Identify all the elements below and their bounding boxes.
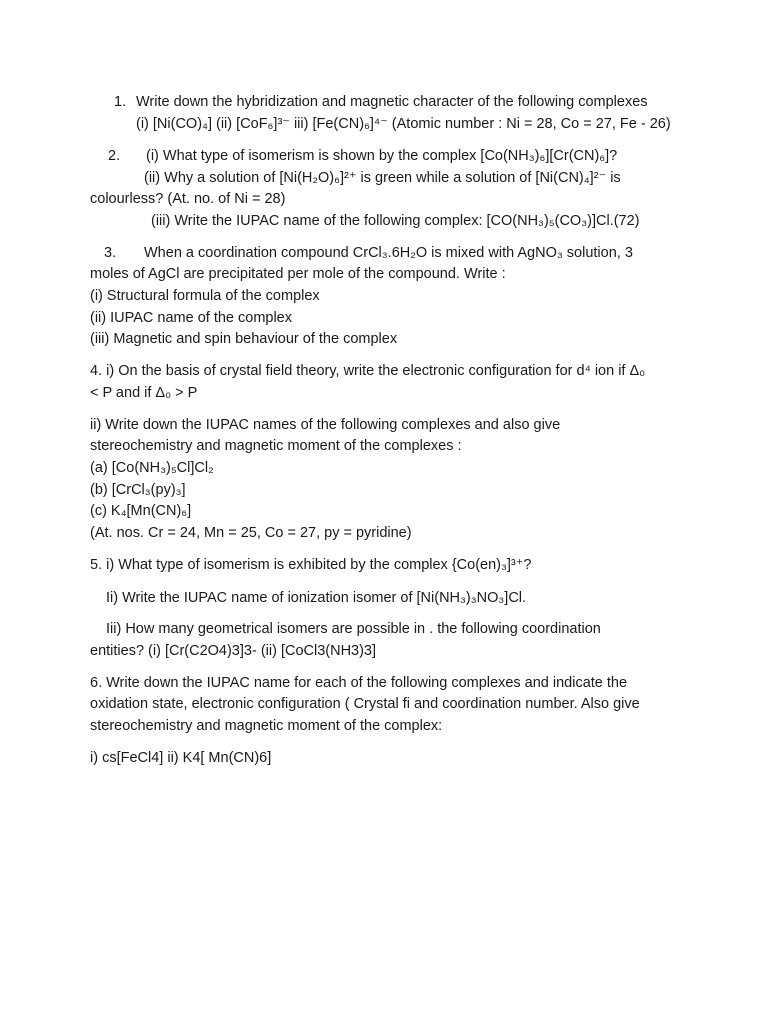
question-text: (iii) Magnetic and spin behaviour of the complex bbox=[90, 331, 398, 347]
question-text: (a) [Co(NH₃)₅Cl]Cl₂ bbox=[90, 460, 214, 476]
question-number: 3. bbox=[104, 245, 117, 261]
question-text: (i) [Ni(CO)₄] (ii) [CoF₆]³⁻ iii) [Fe(CN)₆]⁴⁻ (Atomic number : Ni = 28, Co = 27, Fe - 26) bbox=[136, 116, 671, 132]
question-text: (c) K₄[Mn(CN)₆] bbox=[90, 503, 192, 519]
question-text: (i) Structural formula of the complex bbox=[90, 288, 320, 304]
question-text: stereochemistry and magnetic moment of the complex: bbox=[90, 718, 443, 734]
question-text: stereochemistry and magnetic moment of the complexes : bbox=[90, 438, 462, 454]
question-text: 5. i) What type of isomerism is exhibited by the complex {Co(en)₃]³⁺? bbox=[90, 557, 532, 573]
question-text: (At. nos. Cr = 24, Mn = 25, Co = 27, py = pyridine) bbox=[90, 525, 412, 541]
question-text: 4. i) On the basis of crystal field theory, write the electronic configuration for d⁴ ion if Δ₀ bbox=[90, 363, 646, 379]
question-text: (iii) Write the IUPAC name of the following complex: [CO(NH₃)₅(CO₃)]Cl.(72) bbox=[151, 213, 640, 229]
question-text: oxidation state, electronic configuration ( Crystal fi and coordination number. Also give bbox=[90, 696, 640, 712]
question-text: entities? (i) [Cr(C2O4)3]3- (ii) [CoCl3(NH3)3] bbox=[90, 643, 377, 659]
question-text: 6. Write down the IUPAC name for each of the following complexes and indicate the bbox=[90, 675, 628, 691]
question-text: i) cs[FeCl4] ii) K4[ Mn(CN)6] bbox=[90, 750, 272, 766]
question-number: 1. bbox=[114, 94, 127, 110]
question-text: < P and if Δ₀ > P bbox=[90, 385, 198, 401]
question-text: Iii) How many geometrical isomers are possible in . the following coordination bbox=[106, 621, 601, 637]
question-text: (b) [CrCl₃(py)₃] bbox=[90, 482, 186, 498]
question-text: (i) What type of isomerism is shown by the complex [Co(NH₃)₆][Cr(CN)₆]? bbox=[146, 148, 618, 164]
question-text: When a coordination compound CrCl₃.6H₂O is mixed with AgNO₃ solution, 3 bbox=[144, 245, 633, 261]
question-number: 2. bbox=[108, 148, 121, 164]
question-text: (ii) IUPAC name of the complex bbox=[90, 310, 292, 326]
question-text: Write down the hybridization and magnetic character of the following complexes bbox=[136, 94, 648, 110]
question-text: (ii) Why a solution of [Ni(H₂O)₆]²⁺ is green while a solution of [Ni(CN)₄]²⁻ is bbox=[144, 170, 621, 186]
question-text: colourless? (At. no. of Ni = 28) bbox=[90, 191, 286, 207]
question-text: ii) Write down the IUPAC names of the following complexes and also give bbox=[90, 417, 561, 433]
question-text: Ii) Write the IUPAC name of ionization isomer of [Ni(NH₃)₃NO₃]Cl. bbox=[106, 590, 527, 606]
question-text: moles of AgCl are precipitated per mole of the compound. Write : bbox=[90, 266, 506, 282]
